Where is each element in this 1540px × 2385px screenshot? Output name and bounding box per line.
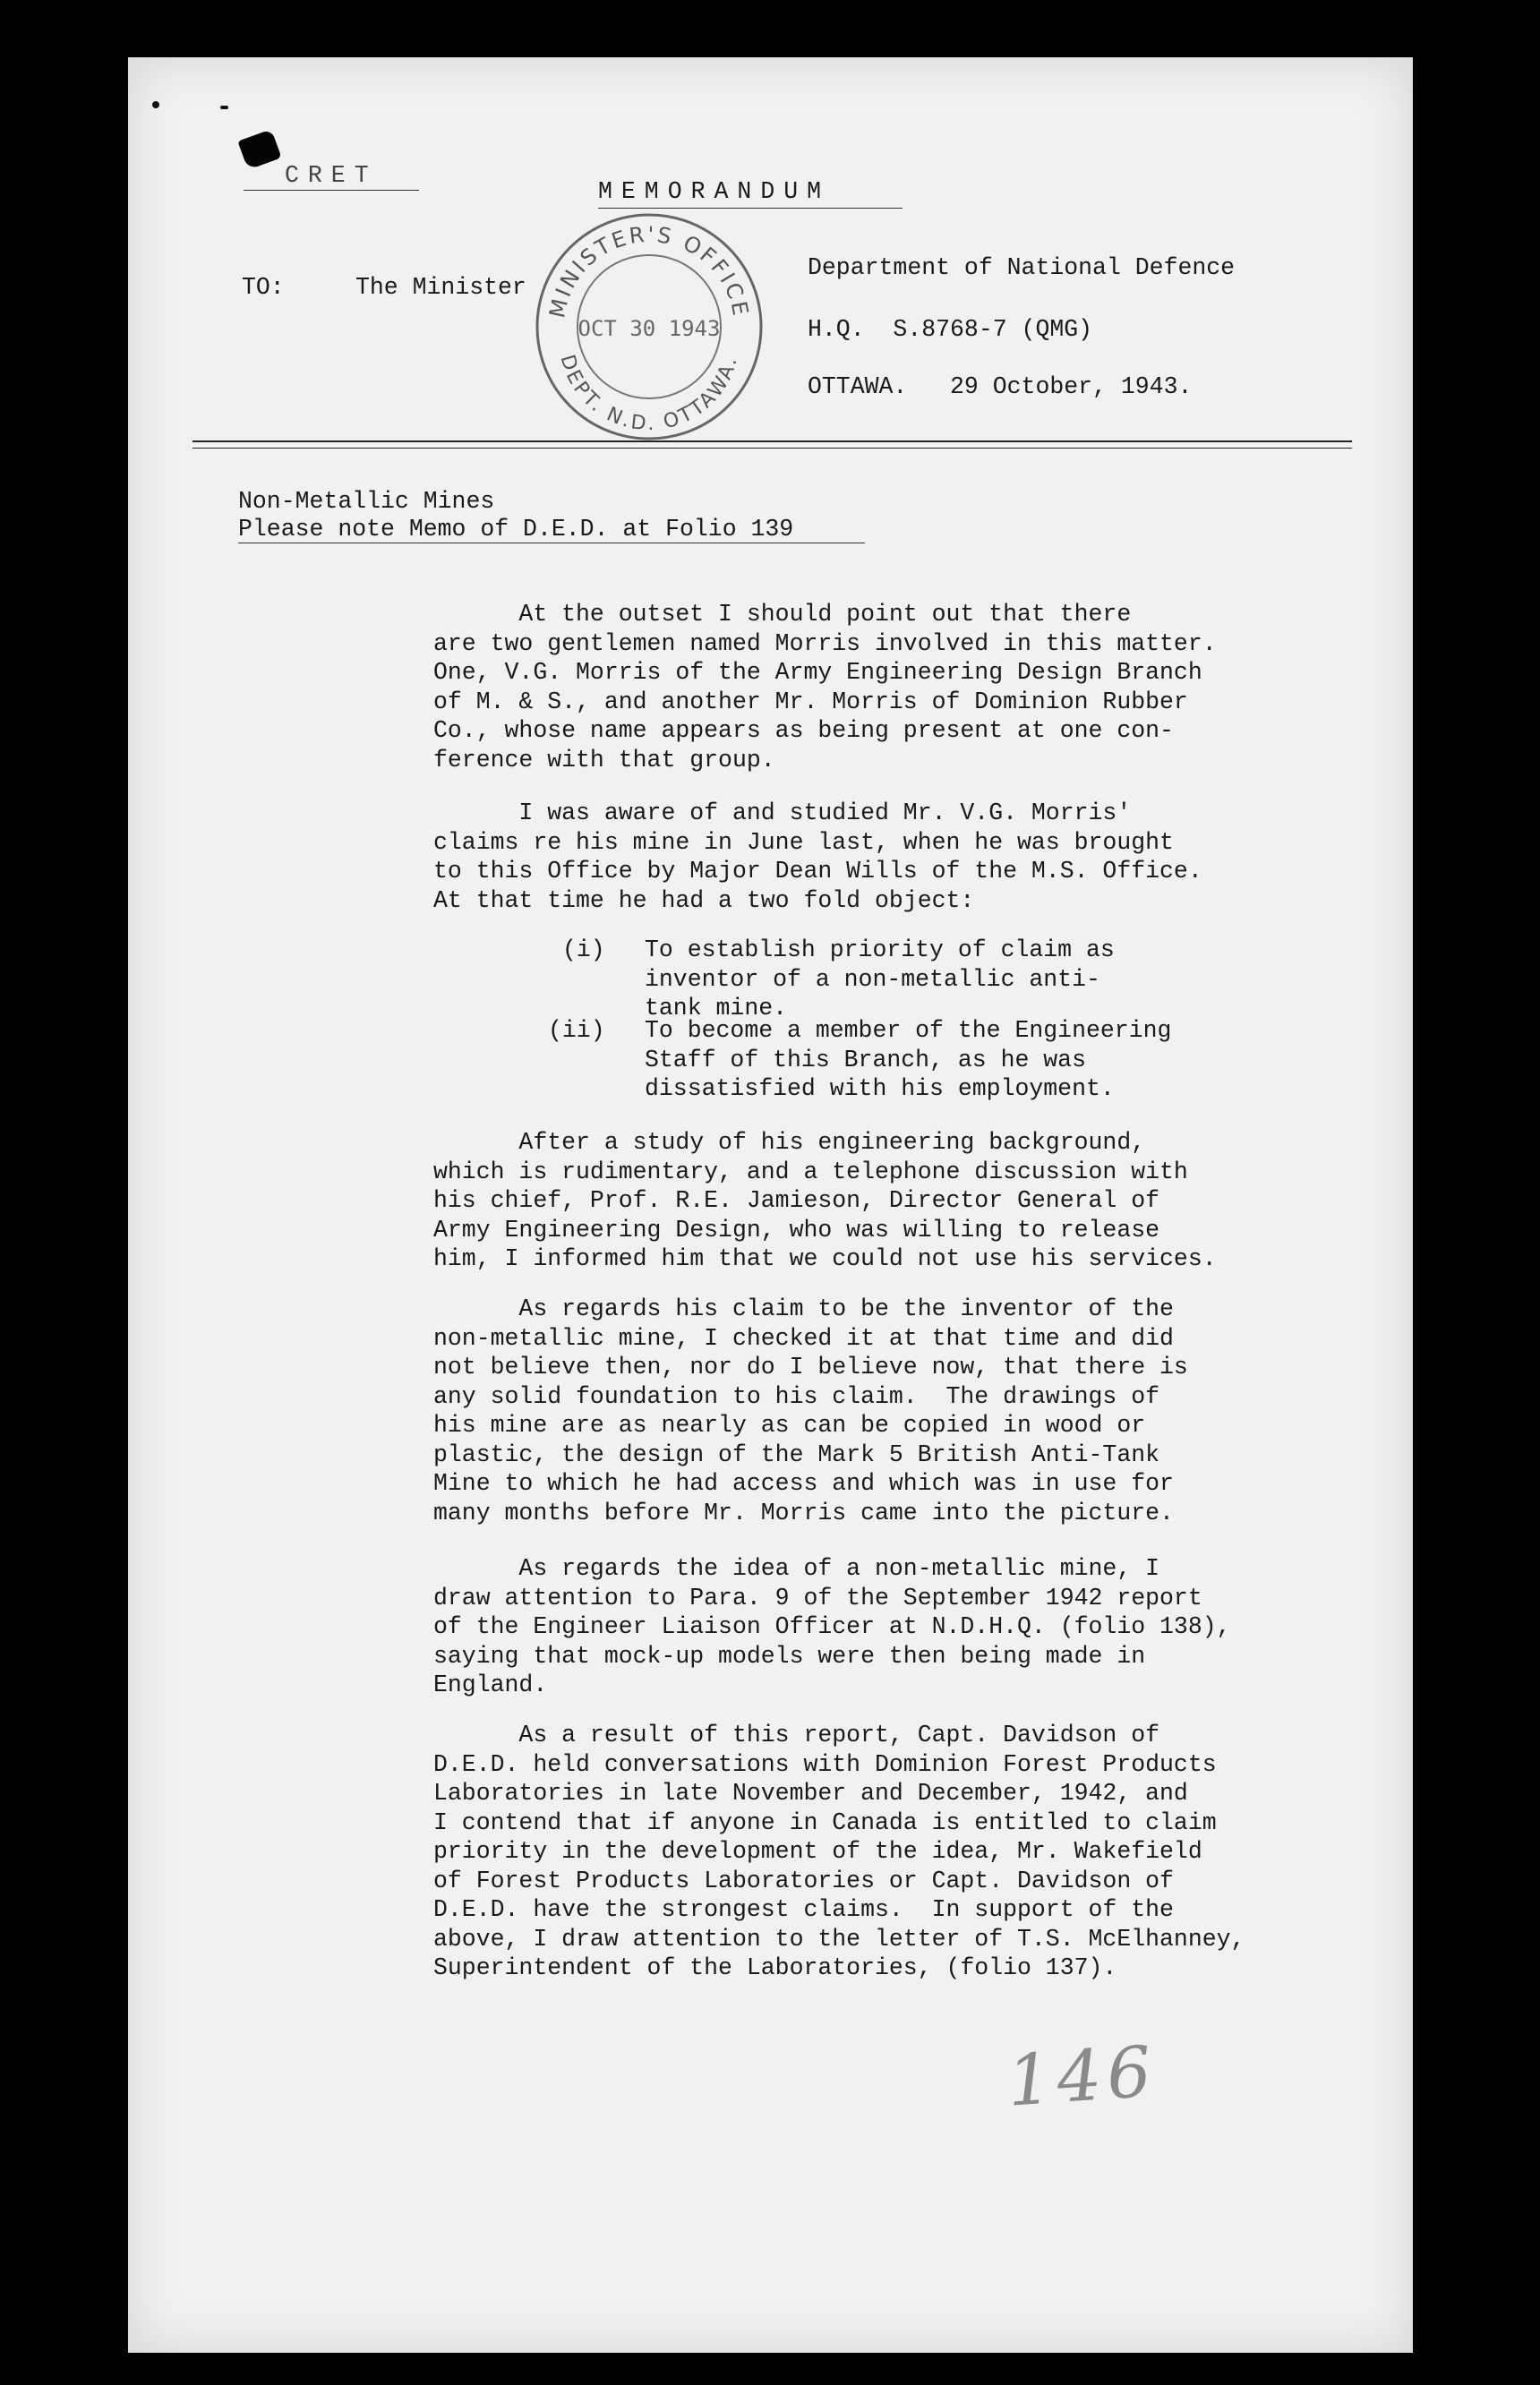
body-line: above, I draw attention to the letter of T.S. McElhanney,	[433, 1925, 1245, 1953]
body-line: him, I informed him that we could not use his services.	[433, 1245, 1217, 1272]
body-line: any solid foundation to his claim. The drawings of	[433, 1382, 1160, 1410]
classification-underline	[244, 190, 419, 191]
body-line: Co., whose name appears as being present at one con-	[433, 717, 1174, 744]
body-line: ference with that group.	[433, 746, 775, 774]
body-line: England.	[433, 1671, 548, 1698]
body-line: tank mine.	[645, 995, 788, 1022]
body-line: At the outset I should point out that there	[433, 601, 1132, 628]
paragraph-2	[433, 799, 1202, 915]
body-line: non-metallic mine, I checked it at that time and did	[433, 1324, 1174, 1352]
subject-line: Non-Metallic Mines	[238, 488, 495, 515]
list-item-1	[645, 936, 1115, 1023]
body-line: are two gentlemen named Morris involved in this matter.	[433, 629, 1217, 657]
body-line: which is rudimentary, and a telephone discussion with	[433, 1158, 1188, 1185]
body-line: his chief, Prof. R.E. Jamieson, Director General of	[433, 1187, 1160, 1214]
body-line: Staff of this Branch, as he was	[645, 1046, 1086, 1073]
body-line: to this Office by Major Dean Wills of the M.S. Office.	[433, 858, 1202, 885]
to-recipient: The Minister	[355, 274, 526, 301]
body-line: Army Engineering Design, who was willing to release	[433, 1216, 1160, 1244]
stamp-date: OCT 30 1943	[578, 316, 721, 341]
body-line: of the Engineer Liaison Officer at N.D.H.Q. (folio 138),	[433, 1613, 1231, 1640]
body-line: not believe then, nor do I believe now, that there is	[433, 1354, 1188, 1381]
paragraph-3	[433, 1128, 1217, 1274]
body-line: inventor of a non-metallic anti-	[645, 965, 1100, 993]
body-line: saying that mock-up models were then being made in	[433, 1642, 1146, 1670]
department-name: Department of National Defence	[808, 254, 1236, 281]
body-line: I contend that if anyone in Canada is entitled to claim	[433, 1808, 1217, 1836]
header-rule-bottom	[192, 448, 1352, 449]
body-line: After a study of his engineering background,	[433, 1129, 1146, 1156]
stamp-bottom-text: DEPT. N.D. OTTAWA.	[555, 352, 743, 436]
paragraph-5	[433, 1554, 1231, 1700]
body-line: plastic, the design of the Mark 5 British Anti-Tank	[433, 1440, 1160, 1468]
body-line: I was aware of and studied Mr. V.G. Morris'	[433, 799, 1132, 826]
classification-label: CRET	[285, 162, 378, 189]
speck-mark	[152, 101, 159, 108]
body-line: his mine are as nearly as can be copied in wood or	[433, 1412, 1146, 1439]
memo-title: MEMORANDUM	[598, 178, 831, 205]
body-line: dissatisfied with his employment.	[645, 1075, 1115, 1102]
body-line: One, V.G. Morris of the Army Engineering Design Branch	[433, 659, 1202, 686]
file-reference: H.Q. S.8768-7 (QMG)	[808, 316, 1093, 343]
body-line: Mine to which he had access and which was in use for	[433, 1470, 1174, 1497]
paragraph-1	[433, 600, 1217, 774]
subject-note: Please note Memo of D.E.D. at Folio 139	[238, 516, 794, 543]
body-line: priority in the development of the idea, Mr. Wakefield	[433, 1838, 1202, 1865]
body-line: of Forest Products Laboratories or Capt. Davidson of	[433, 1867, 1174, 1894]
body-line: At that time he had a two fold object:	[433, 886, 975, 914]
body-line: draw attention to Para. 9 of the September 1942 report	[433, 1584, 1202, 1611]
body-line: As a result of this report, Capt. Davidson of	[433, 1722, 1160, 1748]
body-line: D.E.D. held conversations with Dominion Forest Products	[433, 1750, 1217, 1778]
body-line: To establish priority of claim as	[645, 936, 1115, 963]
received-stamp	[528, 206, 770, 448]
paragraph-6	[433, 1721, 1245, 1983]
header-rule-top	[192, 440, 1352, 442]
stamp-top-text: MINISTER'S OFFICE	[544, 221, 754, 321]
folio-number-handwritten: 146	[1005, 2031, 1159, 2123]
list-marker-ii: (ii)	[548, 1017, 605, 1044]
body-line: As regards the idea of a non-metallic mine, I	[433, 1555, 1160, 1582]
place-date: OTTAWA. 29 October, 1943.	[808, 373, 1193, 400]
list-item-2	[645, 1016, 1171, 1104]
body-line: of M. & S., and another Mr. Morris of Dominion Rubber	[433, 688, 1188, 715]
body-line: many months before Mr. Morris came into the picture.	[433, 1499, 1174, 1526]
paragraph-4	[433, 1295, 1188, 1527]
body-line: claims re his mine in June last, when he was brought	[433, 828, 1174, 856]
body-line: To become a member of the Engineering	[645, 1017, 1172, 1044]
speck-mark	[220, 106, 228, 109]
body-line: Superintendent of the Laboratories, (folio 137).	[433, 1954, 1117, 1981]
to-label: TO:	[242, 274, 285, 301]
list-marker-i: (i)	[562, 936, 605, 963]
body-line: As regards his claim to be the inventor of the	[433, 1295, 1174, 1322]
body-line: D.E.D. have the strongest claims. In support of the	[433, 1896, 1174, 1923]
body-line: Laboratories in late November and December, 1942, and	[433, 1780, 1188, 1807]
